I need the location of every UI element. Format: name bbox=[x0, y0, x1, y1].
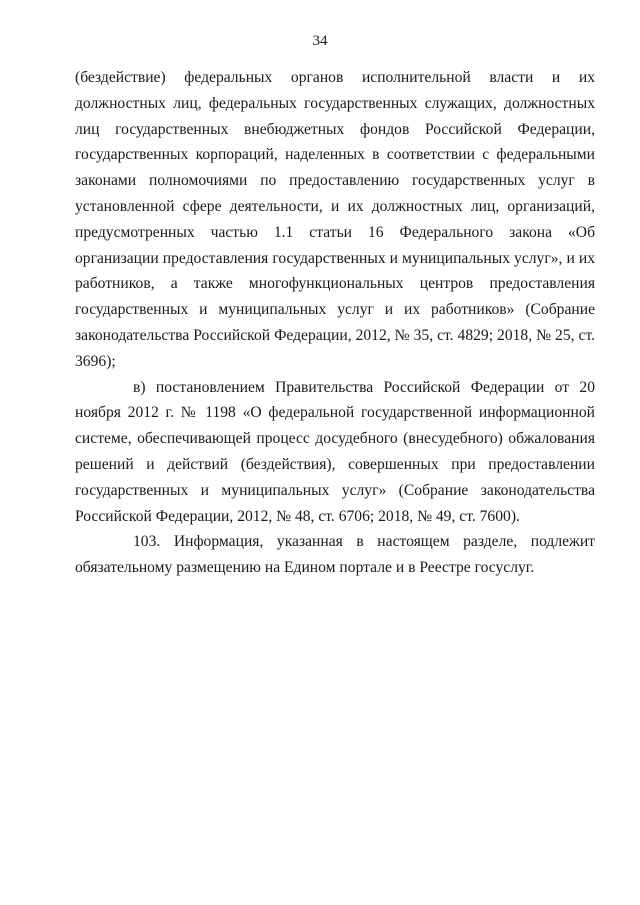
paragraph-103: 103. Информация, указанная в настоящем разделе, подлежит обязательному размещению на Едином портале и в Реестре госуслуг. bbox=[75, 533, 595, 577]
page-number: 34 bbox=[312, 33, 328, 49]
paragraph-continuation: (бездействие) федеральных органов исполнительной власти и их должностных лиц, федеральных государственных служащих, должностных лиц государственных внебюджетных фондов Российской Федерации, государственных корпораций, наделенных в соответствии с федеральными законами полномочиями по предоставлению государственных услуг в установленной сфере деятельности, и их должностных лиц, организаций, предусмотренных частью 1.1 статьи 16 Федерального закона «Об организации предоставления государственных и муниципальных услуг», и их работников, а также многофункциональных центров предоставления государственных и муниципальных услуг и их работников» (Собрание законодательства Российской Федерации, 2012, № 35, ст. 4829; 2018, № 25, ст. 3696); bbox=[75, 69, 595, 370]
document-body bbox=[75, 65, 595, 581]
paragraph-item-v: в) постановлением Правительства Российской Федерации от 20 ноября 2012 г. № 1198 «О федеральной государственной информационной системе, обеспечивающей процесс досудебного (внесудебного) обжалования решений и действий (бездействия), совершенных при предоставлении государственных и муниципальных услуг» (Собрание законодательства Российской Федерации, 2012, № 48, ст. 6706; 2018, № 49, ст. 7600). bbox=[75, 378, 595, 525]
